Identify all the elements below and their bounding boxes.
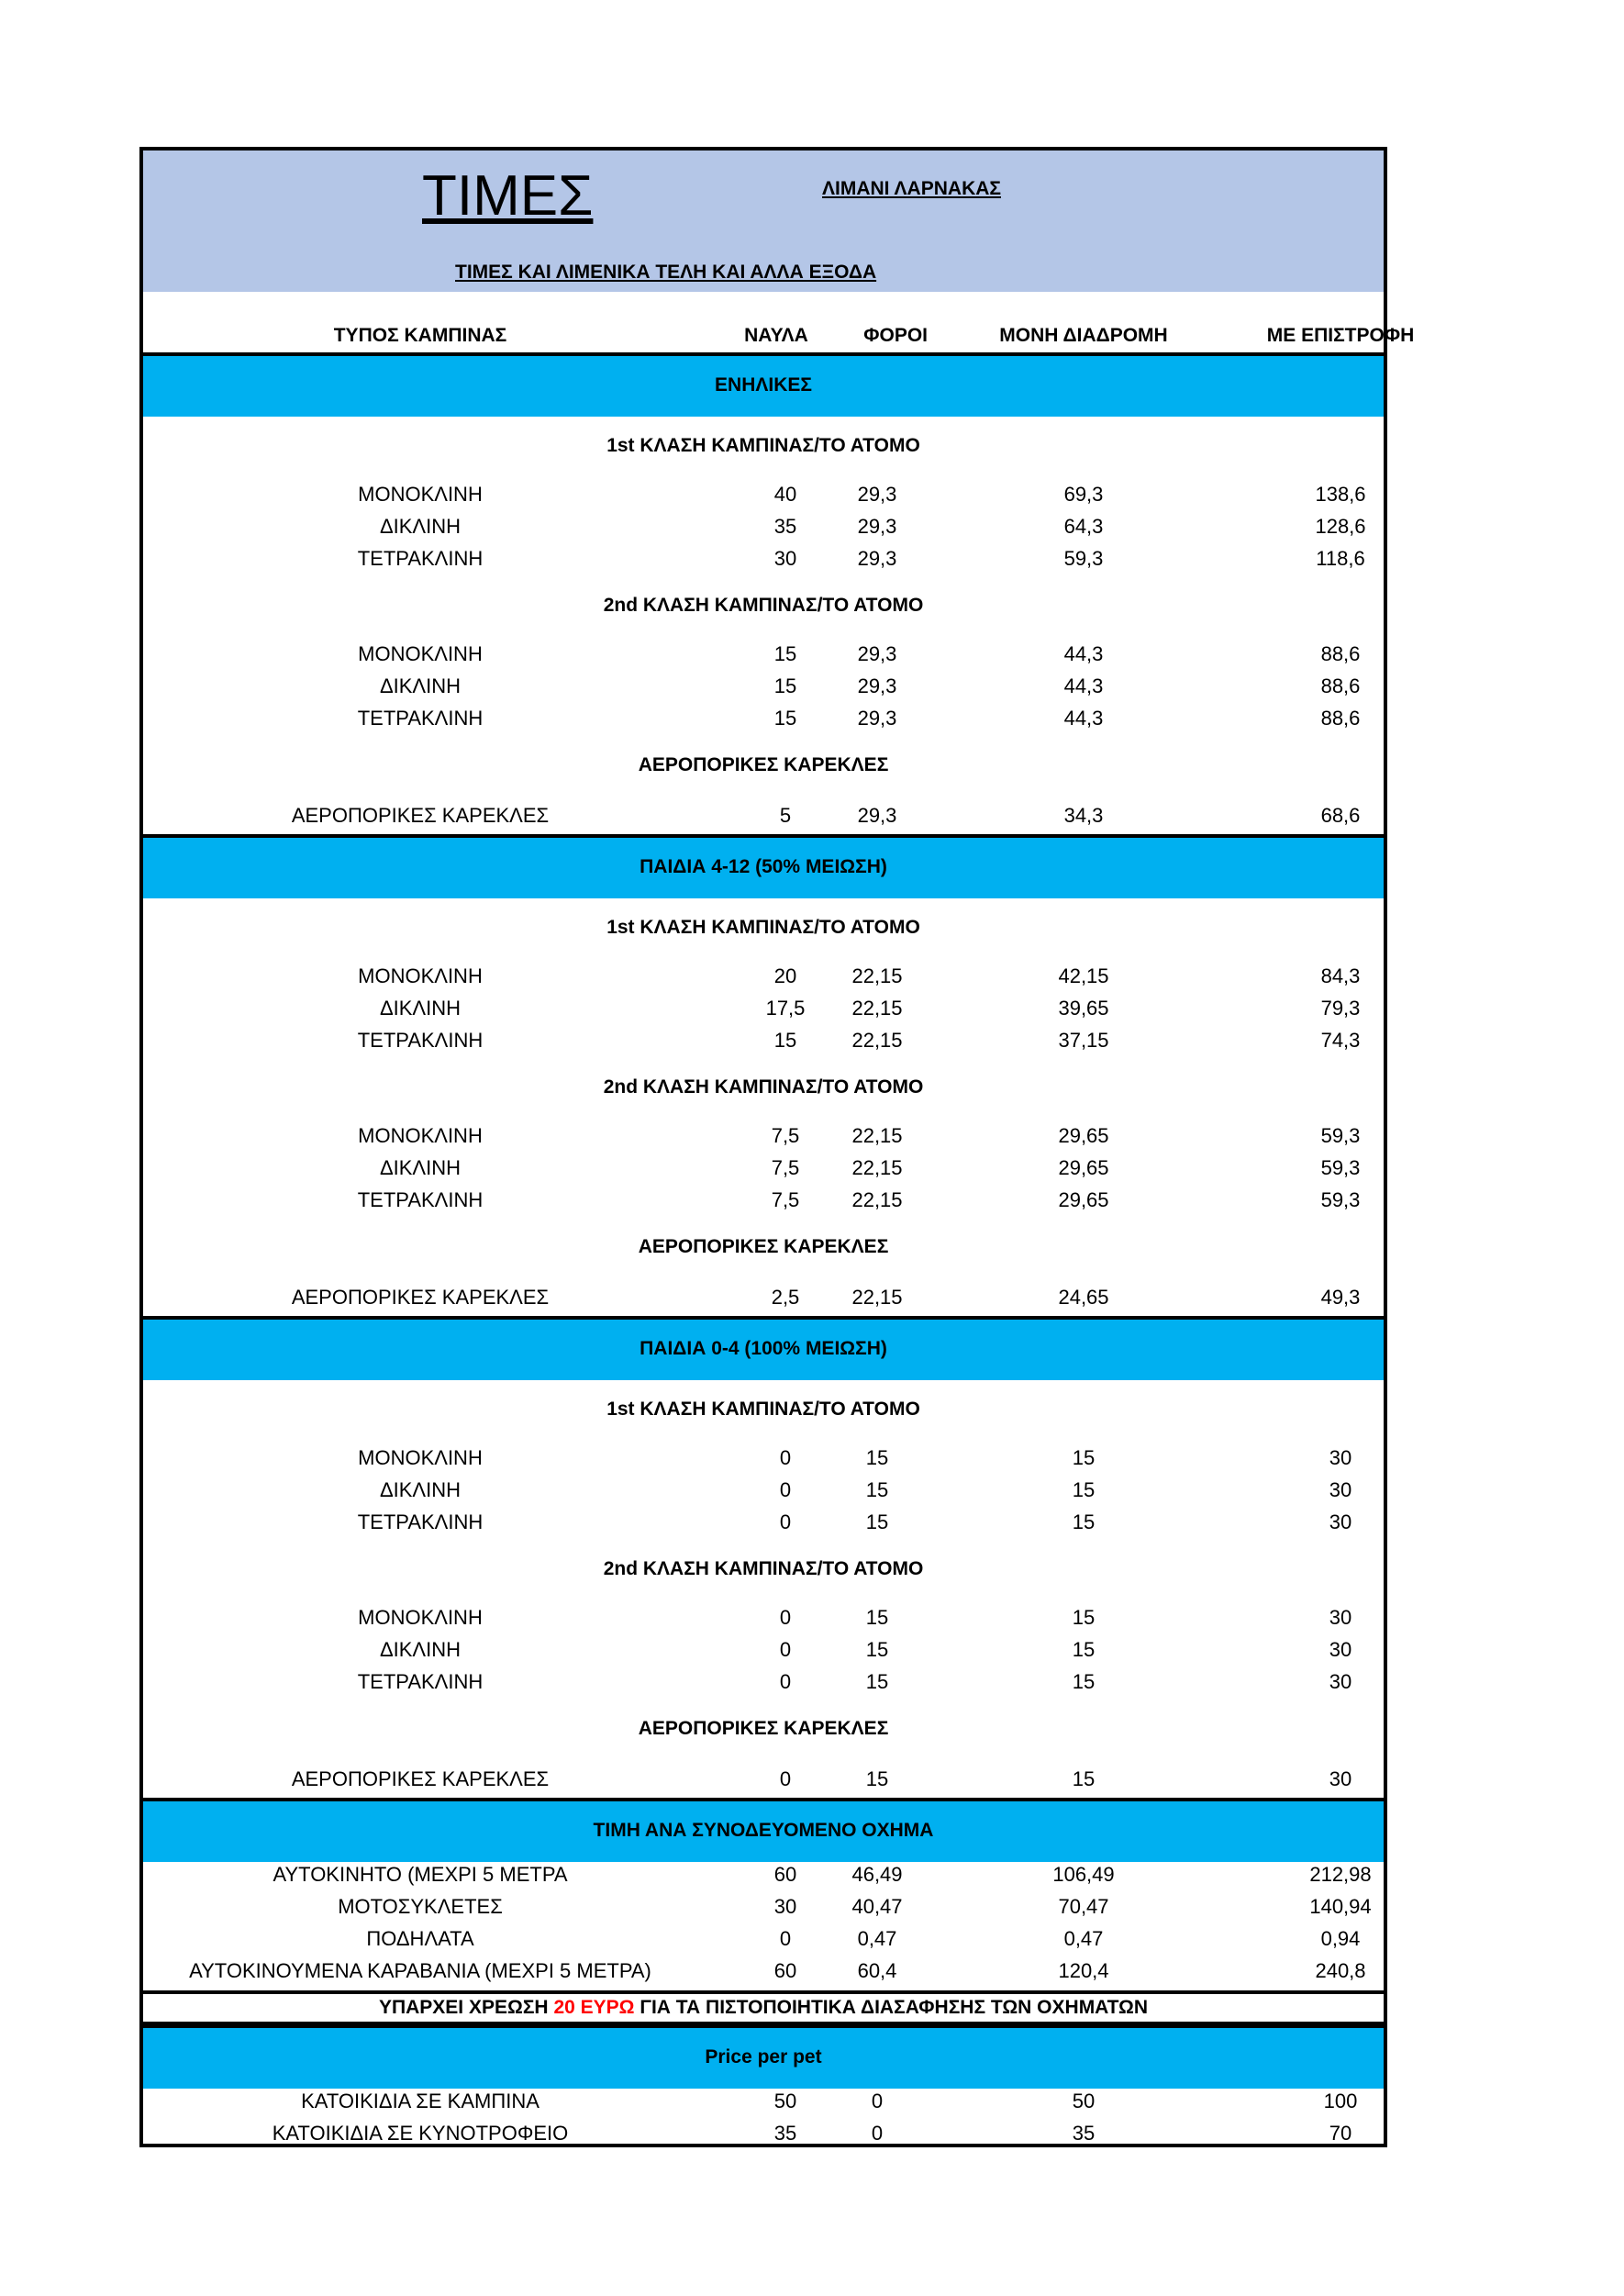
cell-navla: 15 xyxy=(773,674,797,697)
cell-taxes: 60,4 xyxy=(857,1959,897,1982)
table-row xyxy=(143,1156,1384,1187)
cell-oneway: 15 xyxy=(1072,1670,1096,1693)
cell-taxes: 22,15 xyxy=(851,964,903,987)
col-oneway: ΜΟΝΗ ΔΙΑΔΡΟΜΗ xyxy=(999,325,1168,346)
cell-return: 30 xyxy=(1329,1767,1352,1790)
group-title: ΑΕΡΟΠΟΡΙΚΕΣ ΚΑΡΕΚΛΕΣ xyxy=(638,1718,889,1739)
cell-navla: 60 xyxy=(773,1863,797,1886)
cell-return: 30 xyxy=(1329,1638,1352,1661)
col-navla: ΝΑΥΛΑ xyxy=(744,325,808,346)
cell-oneway: 106,49 xyxy=(1052,1863,1115,1886)
table-row xyxy=(143,1286,1384,1317)
table-row xyxy=(143,1478,1384,1510)
cell-type: ΑΕΡΟΠΟΡΙΚΕΣ ΚΑΡΕΚΛΕΣ xyxy=(291,804,550,827)
table-row xyxy=(143,1895,1384,1926)
cell-type: ΑΕΡΟΠΟΡΙΚΕΣ ΚΑΡΕΚΛΕΣ xyxy=(291,1767,550,1790)
cell-return: 100 xyxy=(1323,2090,1358,2112)
cell-oneway: 29,65 xyxy=(1058,1188,1109,1211)
cell-taxes: 15 xyxy=(865,1478,889,1501)
cell-type: ΔΙΚΛΙΝΗ xyxy=(379,1478,462,1501)
column-headers xyxy=(143,292,1415,356)
cell-type: ΑΥΤΟΚΙΝΗΤΟ (ΜΕΧΡΙ 5 ΜΕΤΡΑ xyxy=(273,1863,568,1886)
cell-type: ΔΙΚΛΙΝΗ xyxy=(379,1638,462,1661)
band-label: ΠΑΙΔΙΑ 4-12 (50% ΜΕΙΩΣΗ) xyxy=(640,856,887,877)
cell-return: 79,3 xyxy=(1320,997,1361,1020)
cell-type: ΑΕΡΟΠΟΡΙΚΕΣ ΚΑΡΕΚΛΕΣ xyxy=(291,1286,550,1309)
cell-taxes: 22,15 xyxy=(851,997,903,1020)
cell-return: 212,98 xyxy=(1309,1863,1372,1886)
cell-return: 59,3 xyxy=(1320,1156,1361,1179)
cell-oneway: 34,3 xyxy=(1063,804,1104,827)
table-row xyxy=(143,1510,1384,1542)
cell-taxes: 22,15 xyxy=(851,1124,903,1147)
cell-return: 30 xyxy=(1329,1510,1352,1533)
cell-return: 30 xyxy=(1329,1446,1352,1469)
table-row xyxy=(143,1959,1384,1990)
cell-taxes: 29,3 xyxy=(857,707,897,730)
cell-navla: 0 xyxy=(779,1446,792,1469)
cell-type: ΔΙΚΛΙΝΗ xyxy=(379,674,462,697)
cell-navla: 0 xyxy=(779,1510,792,1533)
cell-type: ΑΥΤΟΚΙΝΟΥΜΕΝΑ ΚΑΡΑΒΑΝΙΑ (ΜΕΧΡΙ 5 ΜΕΤΡΑ) xyxy=(189,1959,651,1982)
cell-return: 84,3 xyxy=(1320,964,1361,987)
cell-navla: 0 xyxy=(779,1638,792,1661)
cell-taxes: 15 xyxy=(865,1638,889,1661)
group-title: 2nd ΚΛΑΣΗ ΚΑΜΠΙΝΑΣ/ΤΟ ΑΤΟΜΟ xyxy=(603,1558,924,1579)
band-label: ΕΝΗΛΙΚΕΣ xyxy=(715,374,812,396)
cell-navla: 5 xyxy=(779,804,792,827)
cell-oneway: 59,3 xyxy=(1063,547,1104,570)
table-row xyxy=(143,1188,1384,1220)
cell-navla: 7,5 xyxy=(771,1156,800,1179)
table-row xyxy=(143,642,1384,674)
group-title: 2nd ΚΛΑΣΗ ΚΑΜΠΙΝΑΣ/ΤΟ ΑΤΟΜΟ xyxy=(603,595,924,616)
cell-return: 240,8 xyxy=(1315,1959,1366,1982)
cell-return: 140,94 xyxy=(1309,1895,1372,1918)
cell-navla: 17,5 xyxy=(765,997,806,1020)
cell-type: ΠΟΔΗΛΑΤΑ xyxy=(366,1927,474,1950)
cell-navla: 20 xyxy=(773,964,797,987)
table-row xyxy=(143,964,1384,996)
cell-return: 30 xyxy=(1329,1606,1352,1629)
table-row xyxy=(143,674,1384,706)
table-row xyxy=(143,804,1384,835)
cell-return: 88,6 xyxy=(1320,674,1361,697)
cell-type: ΚΑΤΟΙΚΙΔΙΑ ΣΕ ΚΥΝΟΤΡΟΦΕΙΟ xyxy=(272,2122,569,2145)
notice-text: ΥΠΑΡΧΕΙ ΧΡΕΩΣΗ xyxy=(378,1997,554,2018)
cell-navla: 15 xyxy=(773,707,797,730)
cell-type: ΜΟΝΟΚΛΙΝΗ xyxy=(358,483,483,506)
cell-return: 68,6 xyxy=(1320,804,1361,827)
cell-type: ΤΕΤΡΑΚΛΙΝΗ xyxy=(357,1188,484,1211)
section-band xyxy=(143,834,1384,898)
notice-text: ΓΙΑ ΤΑ ΠΙΣΤΟΠΟΙΗΤΙΚΑ ΔΙΑΣΑΦΗΣΗΣ ΤΩΝ ΟΧΗΜΑΤΩΝ xyxy=(634,1997,1149,2018)
band-label: ΤΙΜΗ ΑΝΑ ΣΥΝΟΔΕΥΟΜΕΝΟ ΟΧΗΜΑ xyxy=(593,1820,934,1841)
band-label: Price per pet xyxy=(705,2046,822,2068)
cell-taxes: 29,3 xyxy=(857,804,897,827)
table-row xyxy=(143,1446,1384,1477)
table-row xyxy=(143,2122,1384,2153)
header-area xyxy=(143,150,1384,292)
cell-return: 30 xyxy=(1329,1670,1352,1693)
cell-taxes: 15 xyxy=(865,1670,889,1693)
cell-type: ΜΟΝΟΚΛΙΝΗ xyxy=(358,1124,483,1147)
cell-return: 59,3 xyxy=(1320,1124,1361,1147)
table-row xyxy=(143,1029,1384,1060)
vehicle-notice xyxy=(143,1990,1384,2025)
table-row xyxy=(143,483,1384,514)
table-row xyxy=(143,547,1384,578)
cell-taxes: 22,15 xyxy=(851,1029,903,1052)
table-row xyxy=(143,1670,1384,1701)
cell-type: ΤΕΤΡΑΚΛΙΝΗ xyxy=(357,547,484,570)
pets-band xyxy=(143,2024,1384,2089)
table-row xyxy=(143,515,1384,546)
cell-oneway: 44,3 xyxy=(1063,674,1104,697)
cell-taxes: 15 xyxy=(865,1510,889,1533)
cell-navla: 0 xyxy=(779,1927,792,1950)
cell-taxes: 22,15 xyxy=(851,1156,903,1179)
cell-return: 74,3 xyxy=(1320,1029,1361,1052)
cell-type: ΤΕΤΡΑΚΛΙΝΗ xyxy=(357,1510,484,1533)
cell-taxes: 0 xyxy=(871,2122,884,2145)
price-sheet xyxy=(139,147,1415,2147)
cell-oneway: 37,15 xyxy=(1058,1029,1109,1052)
cell-taxes: 15 xyxy=(865,1446,889,1469)
cell-navla: 7,5 xyxy=(771,1124,800,1147)
cell-type: ΔΙΚΛΙΝΗ xyxy=(379,1156,462,1179)
table-row xyxy=(143,1606,1384,1637)
cell-type: ΔΙΚΛΙΝΗ xyxy=(379,997,462,1020)
cell-navla: 15 xyxy=(773,642,797,665)
notice-highlight: 20 ΕΥΡΩ xyxy=(553,1997,635,2018)
cell-oneway: 70,47 xyxy=(1058,1895,1109,1918)
cell-type: ΜΟΝΟΚΛΙΝΗ xyxy=(358,642,483,665)
table-row xyxy=(143,1863,1384,1894)
cell-taxes: 29,3 xyxy=(857,483,897,506)
band-label: ΠΑΙΔΙΑ 0-4 (100% ΜΕΙΩΣΗ) xyxy=(640,1338,887,1359)
cell-navla: 7,5 xyxy=(771,1188,800,1211)
cell-navla: 30 xyxy=(773,547,797,570)
cell-taxes: 22,15 xyxy=(851,1286,903,1309)
cell-taxes: 29,3 xyxy=(857,547,897,570)
cell-oneway: 64,3 xyxy=(1063,515,1104,538)
cell-navla: 0 xyxy=(779,1767,792,1790)
table-row xyxy=(143,1767,1384,1799)
cell-oneway: 44,3 xyxy=(1063,707,1104,730)
table-row xyxy=(143,1638,1384,1669)
cell-return: 138,6 xyxy=(1315,483,1366,506)
cell-oneway: 69,3 xyxy=(1063,483,1104,506)
cell-return: 30 xyxy=(1329,1478,1352,1501)
cell-type: ΤΕΤΡΑΚΛΙΝΗ xyxy=(357,1029,484,1052)
cell-oneway: 42,15 xyxy=(1058,964,1109,987)
cell-type: ΜΟΝΟΚΛΙΝΗ xyxy=(358,1446,483,1469)
group-title: 2nd ΚΛΑΣΗ ΚΑΜΠΙΝΑΣ/ΤΟ ΑΤΟΜΟ xyxy=(603,1076,924,1098)
cell-oneway: 39,65 xyxy=(1058,997,1109,1020)
cell-oneway: 120,4 xyxy=(1058,1959,1109,1982)
group-title: 1st ΚΛΑΣΗ ΚΑΜΠΙΝΑΣ/ΤΟ ΑΤΟΜΟ xyxy=(606,917,920,938)
cell-type: ΤΕΤΡΑΚΛΙΝΗ xyxy=(357,707,484,730)
cell-taxes: 0 xyxy=(871,2090,884,2112)
cell-navla: 2,5 xyxy=(771,1286,800,1309)
col-return: ΜΕ ΕΠΙΣΤΡΟΦΗ xyxy=(1266,325,1415,346)
cell-navla: 50 xyxy=(773,2090,797,2112)
section-band xyxy=(143,1316,1384,1380)
cell-navla: 0 xyxy=(779,1478,792,1501)
table-row xyxy=(143,1927,1384,1958)
table-row xyxy=(143,1124,1384,1155)
table-row xyxy=(143,997,1384,1028)
cell-taxes: 15 xyxy=(865,1767,889,1790)
cell-type: ΤΕΤΡΑΚΛΙΝΗ xyxy=(357,1670,484,1693)
cell-navla: 40 xyxy=(773,483,797,506)
group-title: 1st ΚΛΑΣΗ ΚΑΜΠΙΝΑΣ/ΤΟ ΑΤΟΜΟ xyxy=(606,1399,920,1420)
cell-navla: 15 xyxy=(773,1029,797,1052)
cell-return: 128,6 xyxy=(1315,515,1366,538)
port-name: ΛΙΜΑΝΙ ΛΑΡΝΑΚΑΣ xyxy=(822,178,1001,199)
cell-navla: 30 xyxy=(773,1895,797,1918)
cell-taxes: 0,47 xyxy=(857,1927,897,1950)
cell-oneway: 24,65 xyxy=(1058,1286,1109,1309)
cell-oneway: 29,65 xyxy=(1058,1156,1109,1179)
cell-oneway: 15 xyxy=(1072,1446,1096,1469)
cell-taxes: 40,47 xyxy=(851,1895,903,1918)
cell-type: ΜΟΤΟΣΥΚΛΕΤΕΣ xyxy=(338,1895,503,1918)
cell-oneway: 15 xyxy=(1072,1638,1096,1661)
cell-return: 0,94 xyxy=(1320,1927,1361,1950)
cell-taxes: 15 xyxy=(865,1606,889,1629)
cell-oneway: 15 xyxy=(1072,1767,1096,1790)
cell-return: 49,3 xyxy=(1320,1286,1361,1309)
group-title: ΑΕΡΟΠΟΡΙΚΕΣ ΚΑΡΕΚΛΕΣ xyxy=(638,1236,889,1257)
page-subtitle: ΤΙΜΕΣ ΚΑΙ ΛΙΜΕΝΙΚΑ ΤΕΛΗ ΚΑΙ ΑΛΛΑ ΕΞΟΔΑ xyxy=(455,262,877,283)
cell-type: ΜΟΝΟΚΛΙΝΗ xyxy=(358,1606,483,1629)
col-type: ΤΥΠΟΣ ΚΑΜΠΙΝΑΣ xyxy=(333,325,507,346)
cell-navla: 0 xyxy=(779,1670,792,1693)
cell-return: 88,6 xyxy=(1320,707,1361,730)
cell-return: 118,6 xyxy=(1316,547,1365,570)
cell-oneway: 29,65 xyxy=(1058,1124,1109,1147)
cell-taxes: 22,15 xyxy=(851,1188,903,1211)
cell-navla: 0 xyxy=(779,1606,792,1629)
table-row xyxy=(143,2090,1384,2121)
cell-oneway: 15 xyxy=(1072,1510,1096,1533)
group-title: 1st ΚΛΑΣΗ ΚΑΜΠΙΝΑΣ/ΤΟ ΑΤΟΜΟ xyxy=(606,435,920,456)
col-taxes: ΦΟΡΟΙ xyxy=(863,325,928,346)
cell-return: 70 xyxy=(1329,2122,1352,2145)
cell-oneway: 0,47 xyxy=(1063,1927,1104,1950)
group-title: ΑΕΡΟΠΟΡΙΚΕΣ ΚΑΡΕΚΛΕΣ xyxy=(638,754,889,775)
cell-oneway: 35 xyxy=(1072,2122,1096,2145)
cell-oneway: 15 xyxy=(1072,1478,1096,1501)
cell-oneway: 15 xyxy=(1072,1606,1096,1629)
page-title: ΤΙΜΕΣ xyxy=(422,164,594,228)
cell-taxes: 46,49 xyxy=(851,1863,903,1886)
cell-navla: 60 xyxy=(773,1959,797,1982)
cell-taxes: 29,3 xyxy=(857,515,897,538)
table-row xyxy=(143,707,1384,738)
cell-oneway: 50 xyxy=(1072,2090,1096,2112)
cell-type: ΔΙΚΛΙΝΗ xyxy=(379,515,462,538)
cell-taxes: 29,3 xyxy=(857,674,897,697)
vehicles-band xyxy=(143,1798,1384,1862)
cell-oneway: 44,3 xyxy=(1063,642,1104,665)
cell-taxes: 29,3 xyxy=(857,642,897,665)
section-band xyxy=(143,352,1384,417)
cell-return: 88,6 xyxy=(1320,642,1361,665)
cell-type: ΜΟΝΟΚΛΙΝΗ xyxy=(358,964,483,987)
cell-navla: 35 xyxy=(773,2122,797,2145)
cell-return: 59,3 xyxy=(1320,1188,1361,1211)
cell-type: ΚΑΤΟΙΚΙΔΙΑ ΣΕ ΚΑΜΠΙΝΑ xyxy=(301,2090,539,2112)
cell-navla: 35 xyxy=(773,515,797,538)
